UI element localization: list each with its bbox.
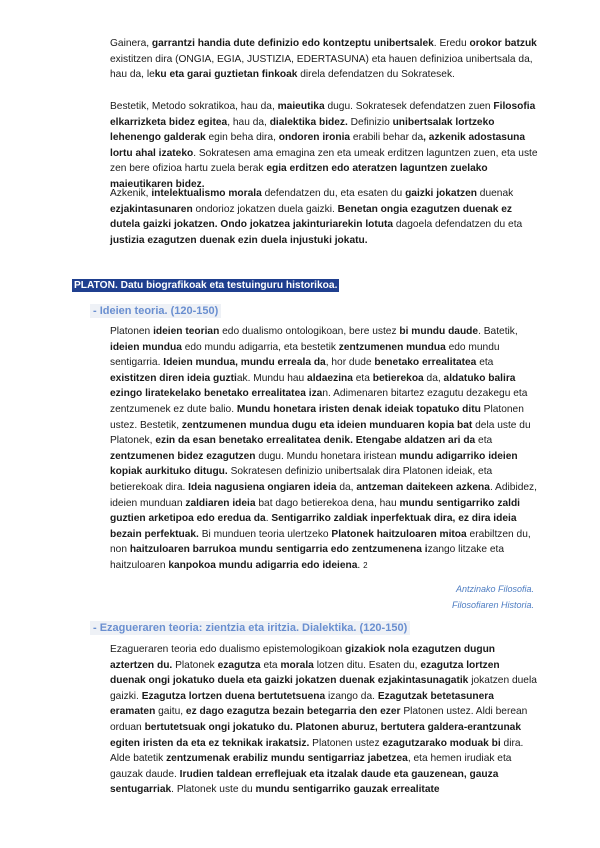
text-run: dela uste du Platonek, (110, 419, 531, 447)
bold-text: garrantzi handia dute definizio edo kontzeptu unibertsalek (151, 38, 434, 49)
bold-text: dialektika bidez. (269, 116, 348, 128)
bold-text: existitzen diren ideia guzti (110, 372, 237, 384)
text-run: Gainera, (110, 38, 152, 49)
text-run: dira. Alde batetik (110, 737, 524, 765)
intro-paragraph-1 (110, 36, 538, 83)
bold-text: Ideia nagusiena ongiaren ideia (188, 481, 337, 493)
bold-text: , azkenik adostasuna lortu ahal izateko (110, 132, 526, 159)
subheading-ideien-teoria: - Ideien teoria. (120-150) (90, 304, 221, 318)
text-run: ondorioz jokatzen duela gaizki. (192, 203, 338, 215)
bold-text: Sentigarriko zaldiak inperfektuak dira, ez dira ideia bezain perfektuak. (110, 513, 517, 540)
paragraph-text (110, 326, 537, 571)
text-run: duenak (476, 188, 514, 199)
text-run: da, (423, 372, 444, 384)
text-run: Platonen (110, 326, 154, 337)
text-run: . Platonek uste du (171, 784, 256, 796)
intro-paragraph-3 (110, 186, 538, 248)
bold-text: benetako errealitatea (374, 357, 477, 369)
text-run: Definizio (347, 116, 393, 128)
bold-text: ideien teorian (153, 326, 220, 337)
bold-text: ezagutzarako moduak bi (382, 737, 501, 749)
text-run: edo dualismo ontologikoan, bere ustez (219, 326, 400, 337)
bold-text: intelektualismo morala (151, 188, 262, 199)
text-run: lotzen ditu. Esaten du, (313, 659, 421, 671)
bold-text: gizakiok nola ezagutzen dugun aztertzen du. (110, 644, 496, 671)
bold-text: Filosofia elkarrizketa bidez egitea (110, 101, 536, 128)
text-run: Platonen ustez. Aldi berean orduan (110, 706, 528, 733)
text-run: eta (476, 357, 494, 369)
text-run: jokatzen duela gaizki. (110, 675, 537, 702)
bold-text: justizia ezagutzen duenak ezin duela injustuki jokatu. (110, 234, 368, 246)
bold-text: kanpokoa mundu adigarria edo ideiena (168, 559, 358, 571)
bold-text: antzeman daitekeen azkena (356, 481, 490, 493)
text-run: . Batetik, (478, 326, 518, 337)
text-run: , hor dude (325, 357, 375, 369)
text-run: . Eredu (433, 38, 470, 49)
bold-text: zentzumenen bidez ezagutzen (110, 450, 256, 462)
bold-text: zentzumenak erabiliz mundu sentigarriaz jabetzea (166, 753, 408, 765)
text-run: defendatzen du, eta esaten du (261, 188, 406, 199)
bold-text: Irudien taldean erreflejuak eta itzalak daude eta gauzenean, gauza sentugarriak (110, 768, 499, 796)
bold-text: aldaezina (307, 372, 353, 384)
text-run: egin beha dira, (205, 132, 279, 144)
text-run: edo mundu sentigarria. (110, 341, 500, 369)
text-run: . (265, 513, 272, 525)
bold-text: ez dago ezagutza bezain betegarria den ezer (185, 706, 401, 718)
text-run: erabiltzen du, non (110, 528, 531, 556)
text-run: . Adibidez, ideien munduan (110, 481, 537, 509)
text-run: Platonen ustez. Bestetik, (110, 403, 524, 431)
bold-text: mundu sentigarriko gauzak errealitate (255, 784, 440, 796)
text-run: n. Adimenaren bitartez ezagutu dezakegu eta zentzumenek ez dute balio. (110, 388, 528, 415)
text-run: erabili behar da (350, 132, 424, 144)
text-run: zango litzake eta haitzuloaren (110, 544, 505, 571)
bold-text: Benetan ongia ezagutzen duenak ez dutela gaizki jokatzen. Ondo jokatzea jakinturiarekin lotuta (110, 203, 513, 231)
text-run: dagoela defendatzen du eta (393, 219, 523, 231)
text-run: Platonek (172, 659, 218, 671)
text-run: da, (336, 481, 357, 493)
bold-text: Ideien mundua, mundu erreala da (163, 357, 326, 369)
ideien-teoria-paragraph (110, 324, 538, 574)
text-run: eta (260, 659, 281, 671)
text-run: bat dago betierekoa dena, hau (255, 497, 400, 509)
text-run: Bestetik, Metodo sokratikoa, hau da, (110, 101, 278, 112)
footnote-marker: 2 (363, 560, 368, 570)
text-run: izango da. (325, 690, 378, 702)
bold-text: gaizki jokatzen (405, 188, 477, 199)
bold-text: aldatuko balira ezingo liratekelako benetako errealitatea iza (110, 372, 516, 400)
bold-text: ezagutza lortzen duenak ongi jokatuko duela eta gaizki jokatzen duenak ezjakintasunagatik (110, 659, 500, 687)
text-run: edo mundu adigarria, eta bestetik (181, 341, 339, 353)
bold-text: egia erditzen edo ateratzen laguntzen zuelako maieutikaren bidez. (110, 163, 488, 190)
text-run: Sokratesen definizio unibertsalak dira Platonen ideiak, eta betierekoak dira. (110, 466, 493, 493)
bold-text: ideien mundua (110, 341, 182, 353)
text-run: Ezagueraren teoria edo dualismo epistemologikoan (110, 644, 346, 655)
text-run: , hau da, (227, 116, 270, 128)
bold-text: ezagutza (217, 659, 261, 671)
text-run: dugu. Sokratesek defendatzen zuen (324, 101, 494, 112)
text-run: direla defendatzen du Sokratesek. (297, 69, 455, 81)
text-run: gaitu, (155, 706, 186, 718)
bold-text: ondoren ironia (278, 132, 351, 144)
text-run: dugu. Mundu honetara iristean (255, 450, 400, 462)
bold-text: betierekoa (372, 372, 424, 384)
subheading-ezagueraren-teoria: - Ezagueraren teoria: zientzia eta iritzia. Dialektika. (120-150) (90, 621, 410, 635)
bold-text: orokor batzuk (469, 38, 537, 49)
bold-text: Platonek haitzuloaren mitoa (331, 528, 467, 540)
bold-text: haitzuloaren barrukoa mundu sentigarria edo zentzumenena i (129, 544, 428, 556)
bold-text: ezin da esan benetako errealitatea denik. Etengabe aldatzen ari da (155, 435, 476, 447)
bold-text: mundu sentigarriko zaldi guztien arketipoa edo eredua da (110, 497, 521, 525)
bold-text: unibertsalak lortzeko lehenengo galderak (110, 116, 495, 144)
bold-text: zentzumenen mundua dugu eta ideien munduaren kopia bat (181, 419, 473, 431)
bold-text: Mundu honetara iristen denak ideiak topatuko ditu (236, 403, 481, 415)
text-run: eta (352, 372, 373, 384)
bold-text: maieutika (277, 101, 325, 112)
bold-text: Ezagutzak betetasunera eramaten (110, 690, 494, 718)
bold-text: Ezagutza lortzen duena bertutetsuena (141, 690, 326, 702)
source-note-1: Antzinako Filosofia. (455, 584, 534, 594)
text-run: ak. Mundu hau (236, 372, 308, 384)
section-heading: PLATON. Datu biografikoak eta testuinguru historikoa. (74, 280, 338, 291)
bold-text: ku eta garai guztietan finkoak (154, 69, 298, 81)
source-note-2: Filosofiaren Historia. (451, 600, 534, 610)
intro-paragraph-2 (110, 99, 538, 193)
bold-text: bi mundu daude (399, 326, 479, 337)
ezagueraren-teoria-paragraph (110, 642, 538, 798)
text-run: . Sokratesen ama emagina zen eta umeak erditzen laguntzen zuen, eta uste zen bere ofizioa hartu zuela berak (110, 147, 538, 175)
bold-text: mundu adigarriko ideien kopiak aurkituko ditugu. (110, 450, 518, 478)
bold-text: bertutetsuak ongi jokatuko du. Platonen aburuz, bertutera galdera-erantzunak egiten iristen da eta ez teknikak irakatsiz. (110, 721, 521, 749)
text-run: , eta hemen irudiak eta gauzak daude. (110, 753, 512, 780)
bold-text: morala (280, 659, 314, 671)
text-run: eta (475, 435, 493, 447)
bold-text: ezjakintasunaren (110, 203, 193, 215)
text-run: . (357, 559, 364, 571)
bold-text: zaldiaren ideia (185, 497, 256, 509)
text-run: Platonen ustez (309, 737, 383, 749)
bold-text: zentzumenen mundua (338, 341, 446, 353)
text-run: existitzen dira (ONGIA, EGIA, JUSTIZIA, EDERTASUNA) eta hauen definizioa unibertsala da, hau da, le (110, 53, 533, 81)
text-run: Bi munduen teoria ulertzeko (198, 528, 332, 540)
text-run: Azkenik, (110, 188, 152, 199)
